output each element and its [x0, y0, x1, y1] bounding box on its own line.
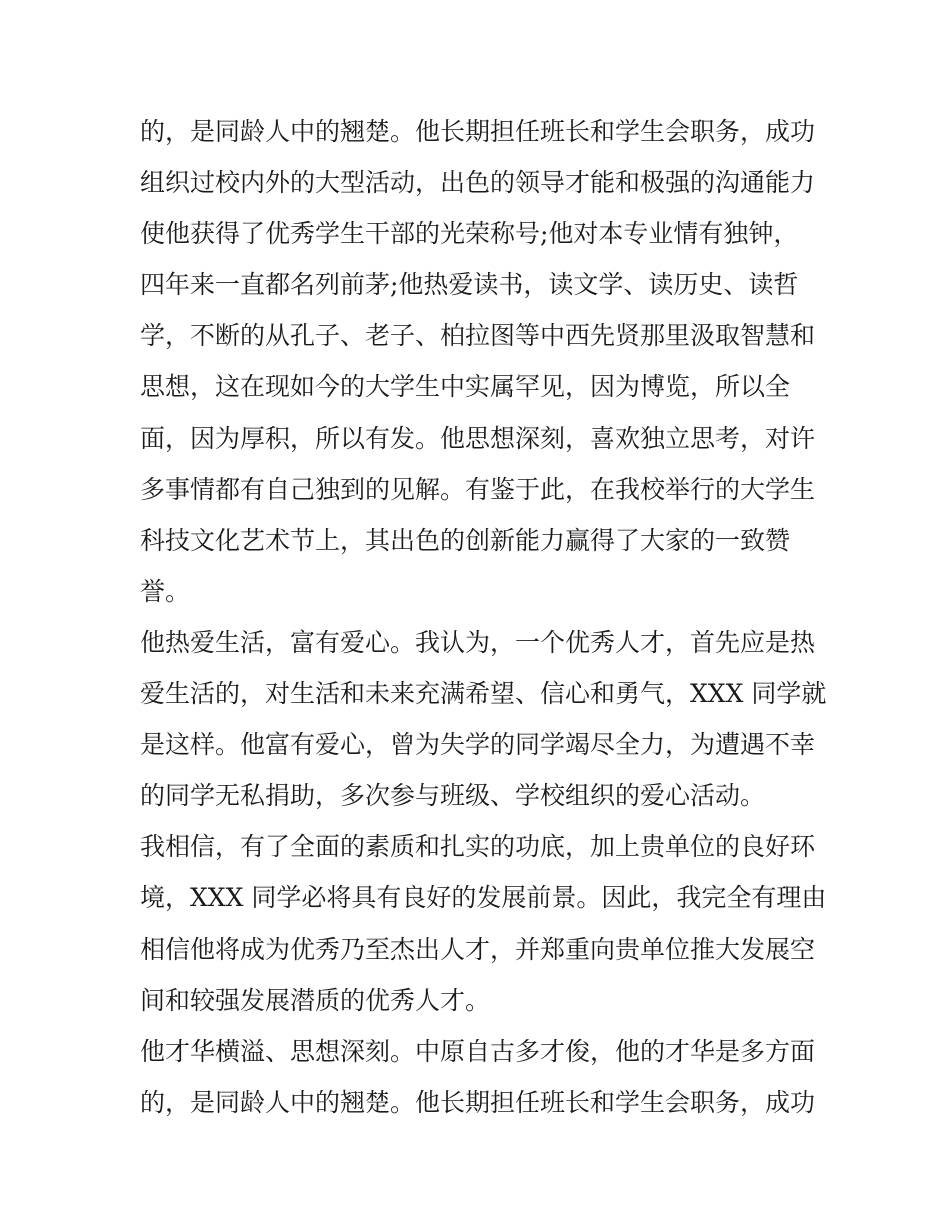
text-line: 相信他将成为优秀乃至杰出人才，并郑重向贵单位推大发展空: [140, 934, 816, 964]
text-line: 组织过校内外的大型活动，出色的领导才能和极强的沟通能力: [140, 168, 816, 198]
body-text: [140, 106, 827, 1128]
text-line: 的，是同龄人中的翘楚。他长期担任班长和学生会职务，成功: [140, 117, 816, 146]
text-line: 他热爱生活，富有爱心。我认为，一个优秀人才，首先应是热: [140, 627, 816, 657]
text-line: 使他获得了优秀学生干部的光荣称号;他对本专业情有独钟，: [140, 219, 799, 249]
text-line: 我相信，有了全面的素质和扎实的功底，加上贵单位的良好环: [140, 832, 816, 862]
text-line: 多事情都有自己独到的见解。有鉴于此，在我校举行的大学生: [140, 474, 816, 504]
text-line: 的同学无私捐助，多次参与班级、学校组织的爱心活动。: [140, 781, 766, 811]
text-line: 思想，这在现如今的大学生中实属罕见，因为博览，所以全: [140, 372, 791, 402]
text-line: 誉。: [140, 576, 191, 606]
text-line: 学，不断的从孔子、老子、柏拉图等中西先贤那里汲取智慧和: [140, 321, 816, 351]
text-line: 科技文化艺术节上，其出色的创新能力赢得了大家的一致赞: [140, 525, 791, 555]
text-line: 间和较强发展潜质的优秀人才。: [140, 985, 491, 1015]
text-line: 的，是同龄人中的翘楚。他长期担任班长和学生会职务，成功: [140, 1087, 816, 1117]
text-line: 是这样。他富有爱心，曾为失学的同学竭尽全力，为遭遇不幸: [140, 730, 816, 760]
text-line: 他才华横溢、思想深刻。中原自古多才俊，他的才华是多方面: [140, 1036, 816, 1066]
text-line: 境，XXX 同学必将具有良好的发展前景。因此，我完全有理由: [140, 883, 827, 913]
text-line: 面，因为厚积，所以有发。他思想深刻，喜欢独立思考，对许: [140, 423, 816, 453]
text-line: 爱生活的，对生活和未来充满希望、信心和勇气，XXX 同学就: [140, 679, 827, 709]
text-line: 四年来一直都名列前茅;他热爱读书，读文学、读历史、读哲: [140, 270, 799, 300]
